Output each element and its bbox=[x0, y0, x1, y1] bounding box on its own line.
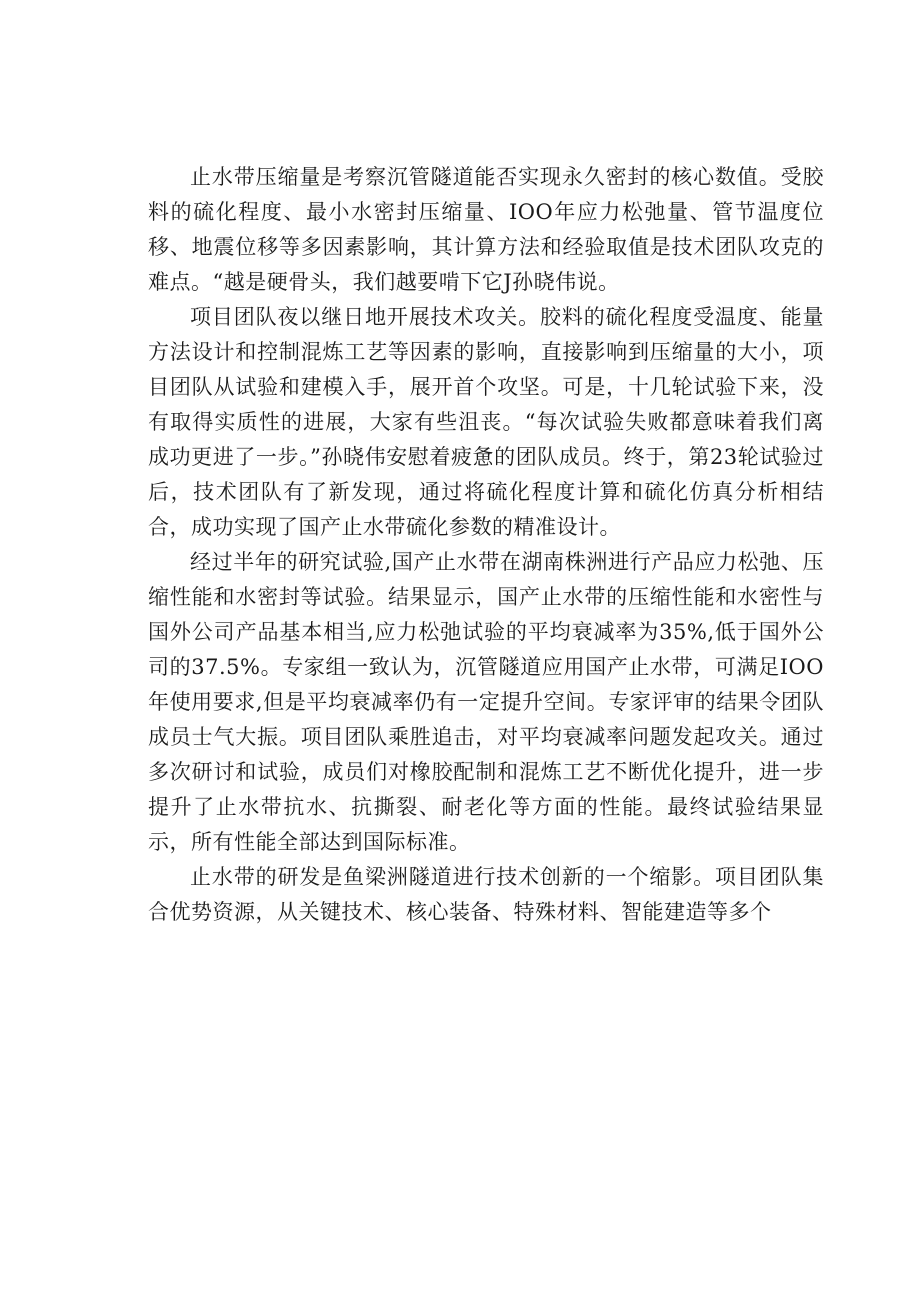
paragraph-1: 止水带压缩量是考察沉管隧道能否实现永久密封的核心数值。受胶料的硫化程度、最小水密封压缩量、IOO年应力松弛量、管节温度位移、地震位移等多因素影响，其计算方法和经验取值是技术团队攻克的难点。“越是硬骨头，我们越要啃下它J孙晓伟说。 bbox=[148, 165, 824, 294]
paragraph-2: 项目团队夜以继日地开展技术攻关。胶料的硫化程度受温度、能量方法设计和控制混炼工艺等因素的影响，直接影响到压缩量的大小，项目团队从试验和建模入手，展开首个攻坚。可是，十几轮试验下来，没有取得实质性的进展，大家有些沮丧。“每次试验失败都意味着我们离成功更进了一步。”孙晓伟安慰着疲惫的团队成员。终于，第23轮试验过后，技术团队有了新发现，通过将硫化程度计算和硫化仿真分析相结合，成功实现了国产止水带硫化参数的精准设计。 bbox=[148, 305, 824, 539]
paragraph-3: 经过半年的研究试验,国产止水带在湖南株洲进行产品应力松弛、压缩性能和水密封等试验。结果显示，国产止水带的压缩性能和水密性与国外公司产品基本相当,应力松弛试验的平均衰减率为35%,低于国外公司的37.5%。专家组一致认为，沉管隧道应用国产止水带，可满足IOO年使用要求,但是平均衰减率仍有一定提升空间。专家评审的结果令团队成员士气大振。项目团队乘胜追击，对平均衰减率问题发起攻关。通过多次研讨和试验，成员们对橡胶配制和混炼工艺不断优化提升，进一步提升了止水带抗水、抗撕裂、耐老化等方面的性能。最终试验结果显示，所有性能全部达到国际标准。 bbox=[148, 550, 824, 854]
article-body bbox=[148, 160, 824, 930]
paragraph-4: 止水带的研发是鱼梁洲隧道进行技术创新的一个缩影。项目团队集合优势资源，从关键技术、核心装备、特殊材料、智能建造等多个 bbox=[148, 865, 824, 924]
